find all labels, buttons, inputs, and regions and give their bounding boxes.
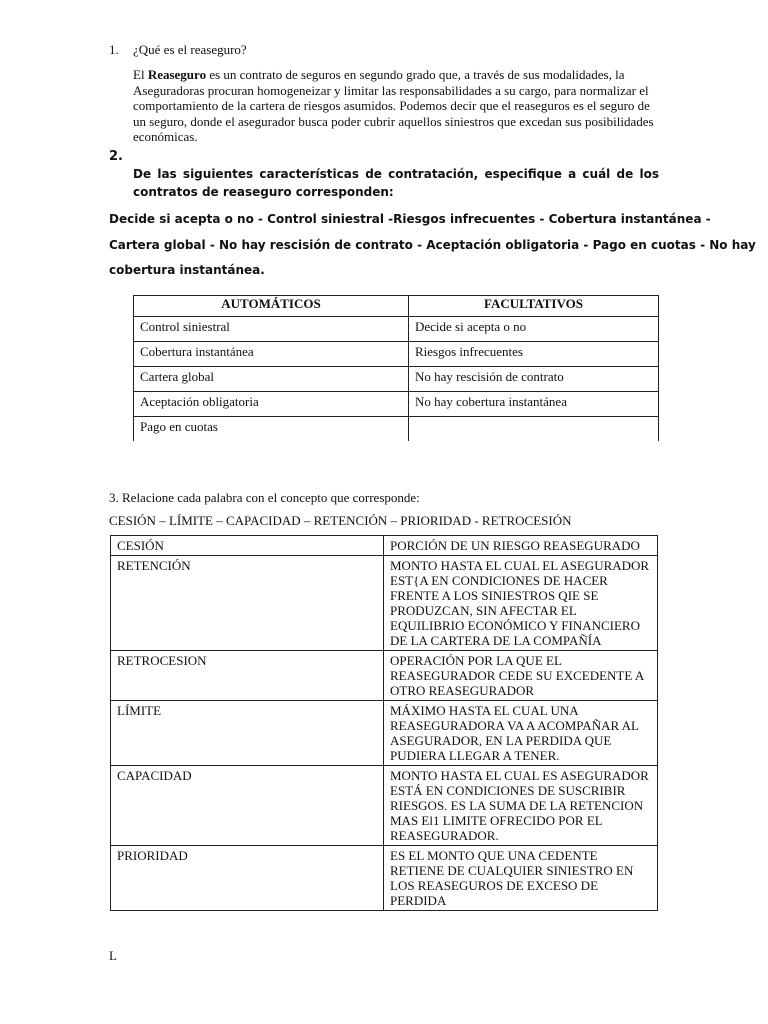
concepts-table [110, 535, 658, 911]
term-cell: LÍMITE [111, 701, 384, 766]
table-cell: Riesgos infrecuentes [409, 342, 659, 367]
question-3-title: 3. Relacione cada palabra con el concepto que corresponde: [109, 490, 420, 505]
table-row [111, 766, 658, 846]
question-2-number: 2. [109, 149, 123, 164]
table-row [134, 317, 659, 342]
definition-cell: MÁXIMO HASTA EL CUAL UNA REASEGURADORA VA A ACOMPAÑAR AL ASEGURADOR, EN LA PERDIDA QUE PUDIERA LLEGAR A TENER. [384, 701, 658, 766]
table-cell: Cobertura instantánea [134, 342, 409, 367]
table-row [134, 342, 659, 367]
definition-cell: ES EL MONTO QUE UNA CEDENTE RETIENE DE CUALQUIER SINIESTRO EN LOS REASEGUROS DE EXCESO DE PERDIDA [384, 846, 658, 911]
options-line: Cartera global - No hay rescisión de contrato - Aceptación obligatoria - Pago en cuotas - No hay [109, 238, 756, 252]
question-2-title: De las siguientes características de contratación, especifique a cuál de los contratos de reaseguro corresponden: [133, 167, 659, 199]
definition-cell: PORCIÓN DE UN RIESGO REASEGURADO [384, 536, 658, 556]
term-cell: RETROCESION [111, 651, 384, 701]
table-row [134, 417, 659, 442]
table-row [134, 367, 659, 392]
table-cell: No hay rescisión de contrato [409, 367, 659, 392]
options-line: Decide si acepta o no - Control siniestral -Riesgos infrecuentes - Cobertura instantánea - [109, 212, 711, 226]
trailing-text: L [109, 948, 117, 963]
term-cell: PRIORIDAD [111, 846, 384, 911]
contracts-table [133, 295, 659, 441]
answer-text: es un contrato de seguros en segundo grado que, a través de sus modalidades, la Aseguradoras procuran homogeneizar y limitar las responsabilidades a su cargo, para normalizar el comportamiento de la cartera de riesgos asumidos. Podemos decir que el reaseguros es el seguro de un seguro, donde el asegurador busca poder cubrir aquellos siniestros que excedan sus posibilidades económicas. [133, 67, 654, 145]
header-automaticos: AUTOMÁTICOS [134, 296, 409, 317]
table-row [111, 701, 658, 766]
table-row [134, 392, 659, 417]
options-line: cobertura instantánea. [109, 263, 265, 277]
definition-cell: OPERACIÓN POR LA QUE EL REASEGURADOR CEDE SU EXCEDENTE A OTRO REASEGURADOR [384, 651, 658, 701]
table-cell: No hay cobertura instantánea [409, 392, 659, 417]
question-1-title: ¿Qué es el reaseguro? [133, 42, 247, 57]
table-row [111, 846, 658, 911]
definition-cell: MONTO HASTA EL CUAL EL ASEGURADOR EST{A EN CONDICIONES DE HACER FRENTE A LOS SINIESTROS QIE SE PRODUZCAN, SIN AFECTAR EL EQUILIBRIO ECONÓMICO Y FINANCIERO DE LA CARTERA DE LA COMPAÑÍA [384, 556, 658, 651]
table-row [111, 556, 658, 651]
table-cell [409, 417, 659, 442]
table-cell: Decide si acepta o no [409, 317, 659, 342]
header-facultativos: FACULTATIVOS [409, 296, 659, 317]
table-header-row [134, 296, 659, 317]
table-cell: Cartera global [134, 367, 409, 392]
definition-cell: MONTO HASTA EL CUAL ES ASEGURADOR ESTÁ EN CONDICIONES DE SUSCRIBIR RIESGOS. ES LA SUMA DE LA RETENCION MAS El1 LIMITE OFRECIDO POR EL REASEGURADOR. [384, 766, 658, 846]
answer-prefix: El [133, 67, 148, 82]
table-row [111, 536, 658, 556]
table-cell: Control siniestral [134, 317, 409, 342]
term-cell: CAPACIDAD [111, 766, 384, 846]
table-cell: Pago en cuotas [134, 417, 409, 442]
table-cell: Aceptación obligatoria [134, 392, 409, 417]
term-cell: CESIÓN [111, 536, 384, 556]
term-cell: RETENCIÓN [111, 556, 384, 651]
table-row [111, 651, 658, 701]
question-3-word-list: CESIÓN – LÍMITE – CAPACIDAD – RETENCIÓN – PRIORIDAD - RETROCESIÓN [109, 513, 572, 528]
answer-bold-term: Reaseguro [147, 67, 207, 82]
question-1-answer [133, 67, 659, 145]
question-1-number: 1. [109, 42, 119, 57]
